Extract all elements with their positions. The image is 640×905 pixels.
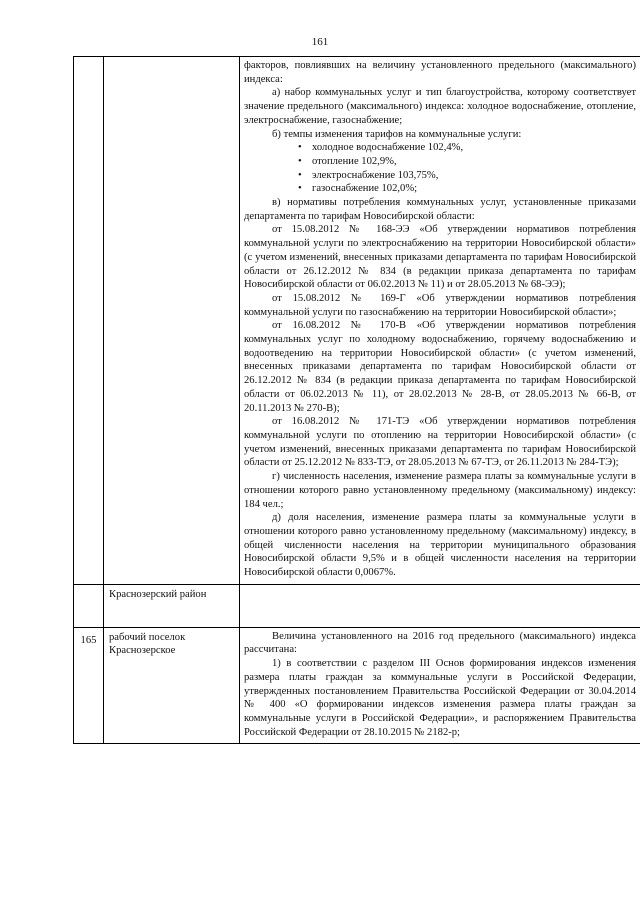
row-number-cell <box>74 57 104 585</box>
item-g: г) численность населения, изменение размера платы за коммунальные услуги в отношении которого равно установленному предельному (максимальному) индексу: 184 чел.; <box>244 471 636 510</box>
municipal-index-table <box>73 56 640 744</box>
row-number-cell <box>74 584 104 627</box>
table-row-district <box>74 584 640 627</box>
list-item: • электроснабжение 103,75%, <box>298 169 636 183</box>
item-a: а) набор коммунальных услуг и тип благоустройства, которому соответствует значение предельного (максимального) индекса: холодное водоснабжение, отопление, электроснабжение, газоснабжение; <box>244 87 636 126</box>
tariff-growth-list <box>244 141 636 196</box>
order-170-v: от 16.08.2012 № 170-В «Об утверждении нормативов потребления коммунальных услуг по холодному водоснабжению, горячему водоснабжению и водоотведению на территории Новосибирской области» (с учетом изменений, внесенных приказами департамента по тарифам Новосибирской области от 26.12.2012 № 834 (в редакции приказа департамента по тарифам Новосибирской области от 06.02.2013 № 11), от 28.02.2013 № 28-В, от 28.05.2013 № 66-В, от 20.11.2013 № 270-В); <box>244 320 636 414</box>
order-169-g: от 15.08.2012 № 169-Г «Об утверждении нормативов потребления коммунальной услуги по газоснабжению на территории Новосибирской области»; <box>244 292 636 318</box>
page-number: 161 <box>311 36 329 48</box>
justification-cell <box>240 57 640 585</box>
table-row-165 <box>74 627 640 744</box>
justification-cell <box>240 584 640 627</box>
item-d: д) доля населения, изменение размера платы за коммунальные услуги в отношении которого равно установленному предельному (максимальному) индексу, в общей численности населения на территории муниципального образования Новосибирской области 9,5% и в общей численности населения на территории Новосибирской области 0,0067%. <box>244 512 636 579</box>
table-row-continued <box>74 57 640 585</box>
list-item: • холодное водоснабжение 102,4%, <box>298 141 636 155</box>
list-item: • отопление 102,9%, <box>298 155 636 169</box>
municipality-name: рабочий поселок Краснозерское <box>104 627 240 744</box>
list-item: • газоснабжение 102,0%; <box>298 182 636 196</box>
district-name: Краснозерский район <box>104 584 240 627</box>
order-168-ee: от 15.08.2012 № 168-ЭЭ «Об утверждении нормативов потребления коммунальной услуги по электроснабжению на территории Новосибирской области» (с учетом изменений, внесенных приказами департамента по тарифам Новосибирской области от 26.12.2012 № 834 (в редакции приказа департамента по тарифам Новосибирской области от 06.02.2013 № 11) и от 28.05.2013 № 68-ЭЭ); <box>244 224 636 291</box>
municipality-cell <box>104 57 240 585</box>
factors-intro: факторов, повлиявших на величину установленного предельного (максимального) индекса: <box>244 60 636 85</box>
item-1: 1) в соответствии с разделом III Основ формирования индексов изменения размера платы граждан за коммунальные услуги в Российской Федерации, утвержденных постановлением Правительства Российской Федерации от 30.04.2014 № 400 «О формировании индексов изменения размера платы граждан за коммунальные услуги в Российской Федерации», и распоряжением Правительства Российской Федерации от 28.10.2015 № 2182-р; <box>244 658 636 738</box>
item-b: б) темпы изменения тарифов на коммунальные услуги: <box>272 128 522 140</box>
justification-cell <box>240 627 640 744</box>
item-v: в) нормативы потребления коммунальных услуг, установленные приказами департамента по тарифам Новосибирской области: <box>244 197 636 222</box>
calculation-intro: Величина установленного на 2016 год предельного (максимального) индекса рассчитана: <box>244 630 636 656</box>
row-number: 165 <box>74 627 104 744</box>
order-171-te: от 16.08.2012 № 171-ТЭ «Об утверждении нормативов потребления коммунальной услуги по отоплению на территории Новосибирской области» (с учетом изменений, внесенных приказами департамента по тарифам Новосибирской области от 25.12.2012 № 833-ТЭ, от 28.05.2013 № 67-ТЭ, от 26.11.2013 № 284-ТЭ); <box>244 416 636 469</box>
